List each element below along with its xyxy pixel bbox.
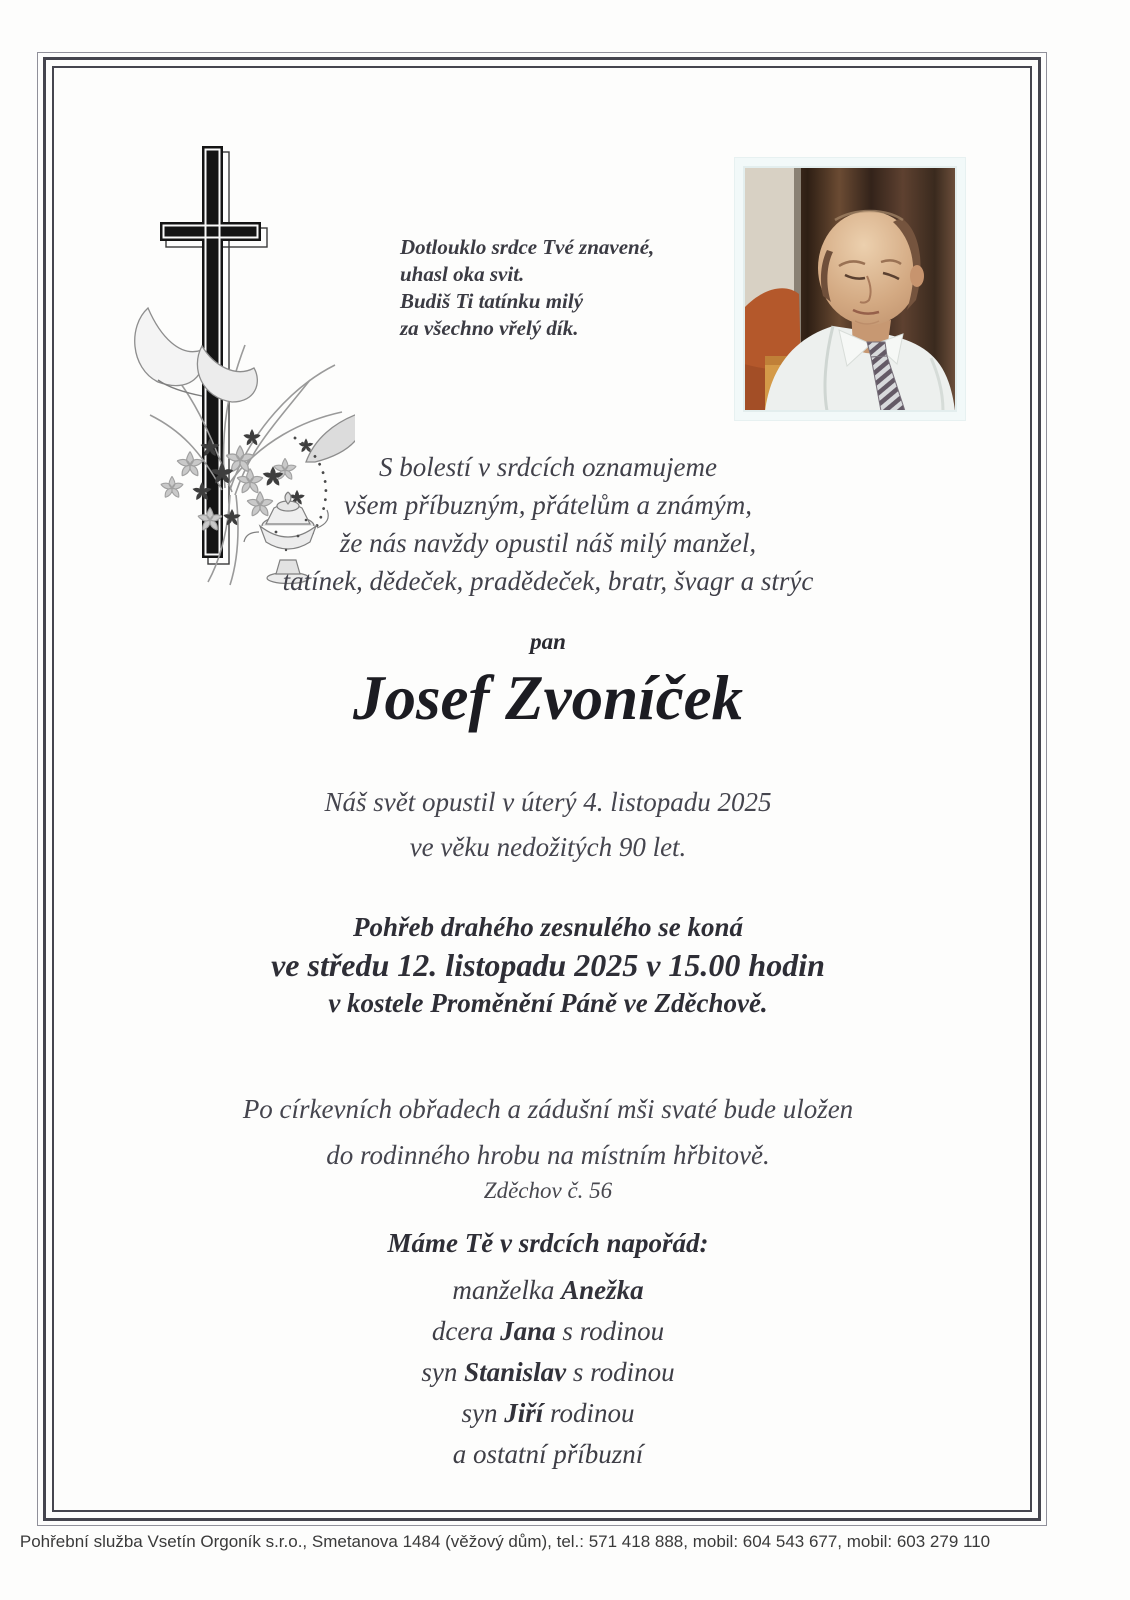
- verse-line: za všechno vřelý dík.: [400, 316, 579, 340]
- family-line: [0, 1393, 1096, 1434]
- verse-line: uhasl oka svit.: [400, 262, 525, 286]
- deceased-portrait-photo: [735, 158, 965, 420]
- memorial-verse: [400, 234, 654, 342]
- funeral-line: v kostele Proměnění Páně ve Zděchově.: [328, 988, 768, 1018]
- family-relation: syn: [461, 1398, 505, 1428]
- death-date-text: [0, 780, 1096, 870]
- family-line: [0, 1270, 1096, 1311]
- home-address: Zděchov č. 56: [483, 1178, 613, 1203]
- family-suffix: a ostatní příbuzní: [452, 1439, 644, 1469]
- family-line: [0, 1311, 1096, 1352]
- honorific: pan: [530, 629, 566, 654]
- family-name: Anežka: [561, 1275, 644, 1305]
- funeral-line: ve středu 12. listopadu 2025 v 15.00 hodin: [271, 947, 825, 983]
- family-relation: manželka: [452, 1275, 562, 1305]
- funeral-line: Pohřeb drahého zesnulého se koná: [352, 912, 744, 942]
- funeral-service-footer: Pohřební služba Vsetín Orgoník s.r.o., Smetanova 1484 (věžový dům), tel.: 571 418 888, mobil: 604 543 677, mobil: 603 279 110: [19, 1532, 991, 1551]
- burial-line: Po církevních obřadech a zádušní mši svaté bude uložen: [242, 1094, 854, 1124]
- burial-line: do rodinného hrobu na místním hřbitově.: [326, 1140, 770, 1170]
- death-line: ve věku nedožitých 90 let.: [409, 832, 687, 862]
- family-line: [0, 1434, 1096, 1475]
- funeral-details: [0, 910, 1096, 1020]
- death-line: Náš svět opustil v úterý 4. listopadu 2025: [324, 787, 772, 817]
- mourners-list: [0, 1270, 1096, 1475]
- family-relation: dcera: [431, 1316, 501, 1346]
- family-suffix: s rodinou: [555, 1316, 665, 1346]
- family-line: [0, 1352, 1096, 1393]
- family-suffix: rodinou: [543, 1398, 635, 1428]
- farewell-heading: Máme Tě v srdcích napořád:: [387, 1228, 709, 1258]
- deceased-name: Josef Zvoníček: [352, 663, 744, 733]
- verse-line: Dotlouklo srdce Tvé znavené,: [400, 235, 655, 259]
- announcement-line: všem příbuzným, přátelům a známým,: [344, 490, 752, 520]
- family-name: Stanislav: [464, 1357, 567, 1387]
- announcement-text: [0, 448, 1096, 600]
- verse-line: Budiš Ti tatínku milý: [400, 289, 584, 313]
- announcement-line: tatínek, dědeček, pradědeček, bratr, švagr a strýc: [282, 566, 814, 596]
- burial-details: [0, 1086, 1096, 1178]
- family-name: Jana: [500, 1316, 556, 1346]
- family-relation: syn: [421, 1357, 465, 1387]
- family-suffix: s rodinou: [566, 1357, 675, 1387]
- family-name: Jiří: [504, 1398, 544, 1428]
- announcement-line: S bolestí v srdcích oznamujeme: [379, 452, 717, 482]
- announcement-line: že nás navždy opustil náš milý manžel,: [339, 528, 757, 558]
